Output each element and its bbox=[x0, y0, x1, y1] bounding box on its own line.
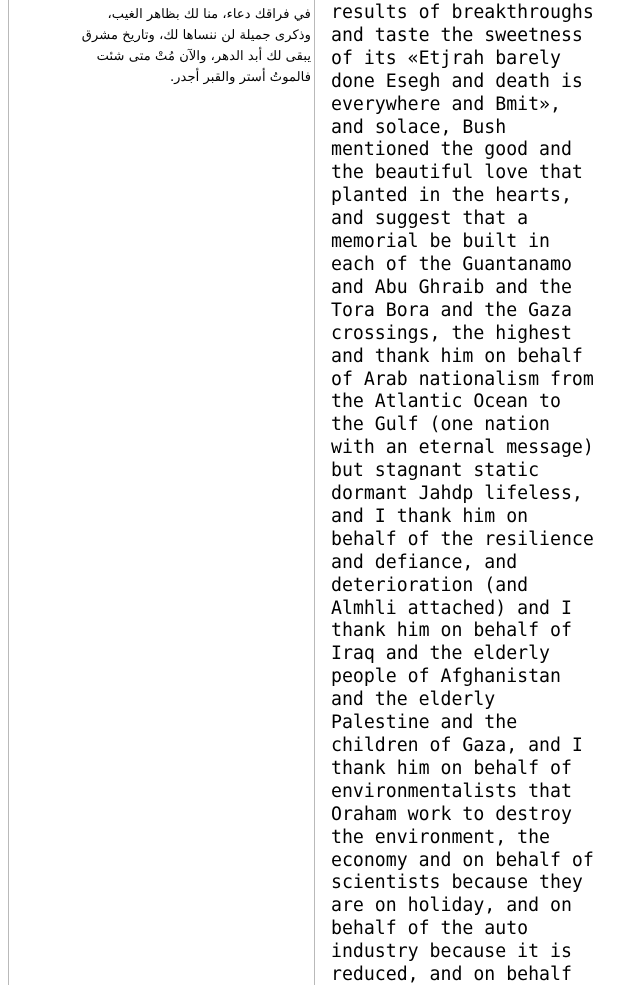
arabic-column bbox=[8, 0, 314, 985]
arabic-paragraph: في فراقك دعاء، منا لك بظاهر الغيب، وذكرى جميلة لن ننساها لك، وتاريخ مشرق يبقى لك أبد الدهر، والآن مُتْ متى شئت فالموتُ أستر والقبر أجدر. bbox=[81, 7, 311, 85]
english-column bbox=[315, 0, 640, 985]
english-paragraph: results of breakthroughs and taste the sweetness of its «Etjrah barely done Esegh and death is everywhere and Bmit», and solace, Bush mentioned the good and the beautiful love that planted in the hearts, and suggest that a memorial be built in each of the Guantanamo and Abu Ghraib and the Tora Bora and the Gaza crossings, the highest and thank him on behalf of Arab nationalism from the Atlantic Ocean to the Gulf (one nation with an eternal message) but stagnant static dormant Jahdp lifeless, and I thank him on behalf of the resilience and defiance, and deterioration (and Almhli attached) and I thank him on behalf of Iraq and the elderly people of Afghanistan and the elderly Palestine and the children of Gaza, and I thank him on behalf of environmentalists that Oraham work to destroy the environment, the economy and on behalf of scientists because they are on holiday, and on behalf of the auto industry because it is reduced, and on behalf bbox=[331, 2, 594, 985]
